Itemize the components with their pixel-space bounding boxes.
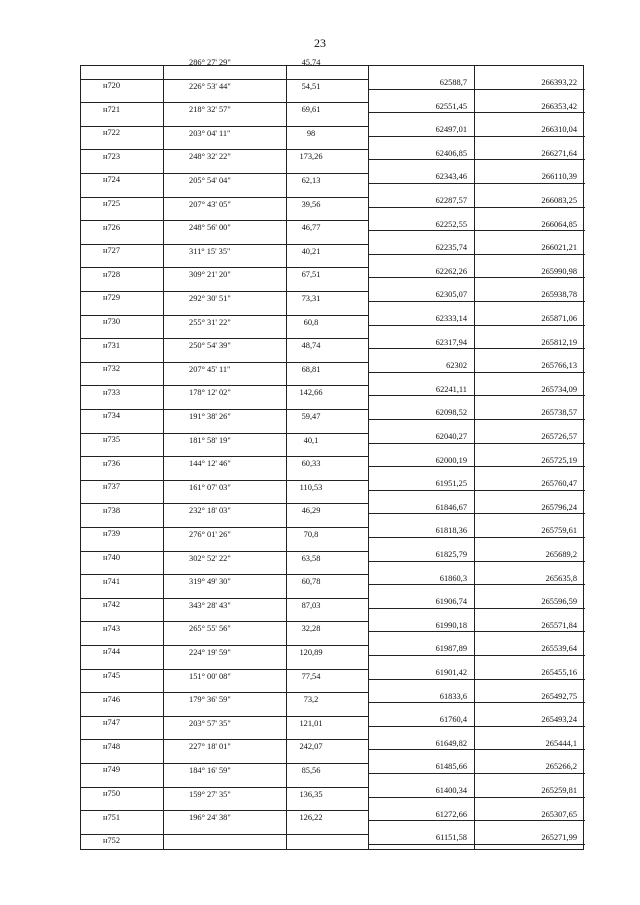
segment-length: 85,56 xyxy=(301,766,321,775)
direction-angle: 218° 32' 57" xyxy=(189,105,231,115)
direction-angle: 226° 53' 44" xyxy=(189,81,231,91)
row-divider xyxy=(81,503,368,504)
coordinate-y: 265271,99 xyxy=(541,833,577,843)
coordinate-y: 265759,61 xyxy=(541,526,577,536)
segment-length: 68,81 xyxy=(301,364,321,374)
coordinate-x: 62287,57 xyxy=(435,196,467,205)
point-name: н735 xyxy=(103,435,121,444)
direction-angle: 286° 27' 29" xyxy=(189,58,231,67)
row-divider xyxy=(81,551,368,552)
row-divider xyxy=(368,254,585,255)
coordinate-x: 61818,36 xyxy=(435,526,467,536)
coordinate-y: 265635,8 xyxy=(545,573,577,583)
coordinate-x: 62302 xyxy=(446,361,467,371)
direction-angle: 181° 58' 19" xyxy=(189,435,231,445)
row-divider xyxy=(81,173,368,174)
segment-length: 77,54 xyxy=(301,671,321,681)
segment-length: 40,21 xyxy=(301,246,321,256)
coordinate-y: 265492,75 xyxy=(541,691,577,701)
direction-angle: 207° 43' 05" xyxy=(189,199,231,209)
direction-angle: 311° 15' 35" xyxy=(189,246,231,256)
coordinate-y: 266353,42 xyxy=(541,101,577,111)
row-divider xyxy=(368,561,585,562)
segment-length: 70,8 xyxy=(303,530,319,539)
row-divider xyxy=(81,433,368,434)
row-divider xyxy=(368,702,585,703)
point-name: н729 xyxy=(103,293,121,303)
coordinate-x: 61990,18 xyxy=(435,620,467,630)
coordinate-y: 266393,22 xyxy=(541,78,577,87)
direction-angle: 178° 12' 02" xyxy=(189,388,231,398)
point-name: н751 xyxy=(103,812,121,822)
point-name: н741 xyxy=(103,576,121,586)
coordinate-y: 265455,16 xyxy=(541,668,577,677)
row-divider xyxy=(81,810,368,811)
row-divider xyxy=(368,679,585,680)
row-divider xyxy=(368,372,585,373)
coordinate-y: 265812,19 xyxy=(541,337,577,347)
direction-angle: 227° 18' 01" xyxy=(189,742,231,752)
row-divider xyxy=(368,230,585,231)
coordinate-y: 266271,64 xyxy=(541,148,577,158)
coordinate-y: 265539,64 xyxy=(541,644,577,654)
coordinate-x: 62098,52 xyxy=(435,408,467,418)
row-divider xyxy=(81,739,368,740)
row-divider xyxy=(368,89,585,90)
coordinate-y: 265726,57 xyxy=(541,432,577,441)
coordinate-x: 62497,01 xyxy=(435,125,467,135)
row-divider xyxy=(368,443,585,444)
coordinate-y: 265734,09 xyxy=(541,384,577,394)
coordinate-x: 61649,82 xyxy=(435,738,467,748)
coordinate-x: 62040,27 xyxy=(435,432,467,441)
point-name: н740 xyxy=(103,553,121,562)
point-name: н732 xyxy=(103,364,121,374)
row-divider xyxy=(81,598,368,599)
row-divider xyxy=(368,490,585,491)
row-divider xyxy=(368,277,585,278)
direction-angle: 343° 28' 43" xyxy=(189,600,231,610)
coordinate-x: 62000,19 xyxy=(435,455,467,465)
coordinate-y: 266064,85 xyxy=(541,219,577,229)
coordinate-y: 265689,2 xyxy=(545,550,577,559)
direction-angle: 179° 36' 59" xyxy=(189,695,231,705)
row-divider xyxy=(81,621,368,622)
row-divider xyxy=(368,513,585,514)
segment-length: 110,53 xyxy=(299,482,323,492)
segment-length: 242,07 xyxy=(299,742,323,752)
point-name: н722 xyxy=(103,128,121,138)
row-divider xyxy=(81,385,368,386)
row-divider xyxy=(368,631,585,632)
row-divider xyxy=(81,574,368,575)
row-divider xyxy=(81,79,368,80)
point-name: н728 xyxy=(103,269,121,279)
direction-angle: 302° 52' 22" xyxy=(189,553,231,563)
coordinate-x: 61272,66 xyxy=(435,809,467,819)
row-divider xyxy=(368,466,585,467)
row-divider xyxy=(368,348,585,349)
segment-length: 60,8 xyxy=(303,317,319,327)
point-name: н745 xyxy=(103,671,121,680)
row-divider xyxy=(368,726,585,727)
segment-length: 60,78 xyxy=(301,577,321,587)
row-divider xyxy=(81,102,368,103)
point-name: н726 xyxy=(103,222,121,232)
point-name: н747 xyxy=(103,718,121,728)
coordinate-x: 62317,94 xyxy=(435,337,467,347)
coordinate-y: 265493,24 xyxy=(541,715,577,725)
row-divider xyxy=(81,197,368,198)
coordinate-y: 265796,24 xyxy=(541,502,577,512)
coordinate-y: 265307,65 xyxy=(541,809,577,819)
point-name: н736 xyxy=(103,458,121,468)
coordinate-y: 265766,13 xyxy=(541,361,577,371)
point-name: н725 xyxy=(103,199,121,208)
page-number: 23 xyxy=(314,36,326,50)
point-name: н749 xyxy=(103,765,121,775)
coordinate-y: 266310,04 xyxy=(541,125,577,135)
segment-length: 54,51 xyxy=(301,81,321,91)
direction-angle: 309° 21' 20" xyxy=(189,270,231,280)
coordinate-x: 61901,42 xyxy=(435,668,467,677)
coordinate-x: 61951,25 xyxy=(435,479,467,489)
segment-length: 63,58 xyxy=(301,553,321,563)
direction-angle: 207° 45' 11" xyxy=(189,364,231,374)
coordinate-y: 265990,98 xyxy=(541,266,577,276)
coordinate-x: 62406,85 xyxy=(435,148,467,158)
segment-length: 45,74 xyxy=(301,58,321,67)
coordinate-x: 61833,6 xyxy=(439,691,467,701)
coordinate-x: 62588,7 xyxy=(439,78,467,87)
point-name: н734 xyxy=(103,411,121,421)
point-name: н724 xyxy=(103,175,121,185)
point-name: н744 xyxy=(103,647,121,657)
row-divider xyxy=(81,692,368,693)
segment-length: 62,13 xyxy=(301,176,321,185)
row-divider xyxy=(368,159,585,160)
point-name: н721 xyxy=(103,104,121,114)
direction-angle: 255° 31' 22" xyxy=(189,317,231,327)
row-divider xyxy=(81,149,368,150)
row-divider xyxy=(81,834,368,835)
row-divider xyxy=(368,844,585,845)
coordinate-y: 265871,06 xyxy=(541,314,577,323)
coordinate-x: 62241,11 xyxy=(435,384,467,394)
segment-length: 40,1 xyxy=(303,435,319,445)
row-divider xyxy=(81,267,368,268)
point-name: н752 xyxy=(103,836,121,846)
segment-length: 136,35 xyxy=(299,789,323,799)
row-divider xyxy=(81,480,368,481)
coordinate-x: 61906,74 xyxy=(435,597,467,607)
coordinate-y: 265938,78 xyxy=(541,290,577,300)
direction-angle: 196° 24' 38" xyxy=(189,813,231,823)
coordinate-x: 62235,74 xyxy=(435,243,467,253)
coordinate-x: 62252,55 xyxy=(435,219,467,229)
direction-angle: 224° 19' 59" xyxy=(189,648,231,657)
coordinate-x: 61760,4 xyxy=(439,715,467,725)
row-divider xyxy=(368,183,585,184)
row-divider xyxy=(368,325,585,326)
segment-length: 46,29 xyxy=(301,506,321,516)
row-divider xyxy=(81,291,368,292)
segment-length: 60,33 xyxy=(301,459,321,469)
row-divider xyxy=(81,338,368,339)
row-divider xyxy=(81,362,368,363)
segment-length: 67,51 xyxy=(301,270,321,280)
direction-angle: 151° 00' 08" xyxy=(189,671,231,681)
direction-angle: 232° 18' 03" xyxy=(189,506,231,516)
point-name: н739 xyxy=(103,529,121,539)
segment-length: 142,66 xyxy=(299,388,323,398)
segment-length: 69,61 xyxy=(301,105,321,115)
column-divider xyxy=(163,66,164,849)
row-divider xyxy=(81,409,368,410)
point-name: н720 xyxy=(103,81,121,90)
direction-angle: 161° 07' 03" xyxy=(189,482,231,492)
segment-length: 73,31 xyxy=(301,294,321,303)
row-divider xyxy=(81,645,368,646)
segment-length: 73,2 xyxy=(303,695,319,705)
direction-angle: 276° 01' 26" xyxy=(189,530,231,539)
coordinate-x: 62305,07 xyxy=(435,290,467,300)
point-name: н723 xyxy=(103,151,121,161)
direction-angle: 248° 32' 22" xyxy=(189,152,231,162)
direction-angle: 205° 54' 04" xyxy=(189,176,231,185)
direction-angle: 203° 04' 11" xyxy=(189,128,231,138)
row-divider xyxy=(368,655,585,656)
direction-angle: 319° 49' 30" xyxy=(189,577,231,587)
coordinate-y: 266110,39 xyxy=(541,172,577,182)
coordinate-y: 266021,21 xyxy=(541,243,577,253)
coordinate-y: 265259,81 xyxy=(541,786,577,795)
row-divider xyxy=(368,207,585,208)
coordinate-x: 62343,46 xyxy=(435,172,467,182)
direction-angle: 191° 38' 26" xyxy=(189,412,231,421)
row-divider xyxy=(368,608,585,609)
segment-length: 98 xyxy=(306,128,316,138)
row-divider xyxy=(368,301,585,302)
segment-length: 87,03 xyxy=(301,600,321,610)
segment-length: 32,28 xyxy=(301,624,321,634)
coordinate-x: 61825,79 xyxy=(435,550,467,559)
coordinate-y: 265596,59 xyxy=(541,597,577,607)
direction-angle: 250° 54' 39" xyxy=(189,341,231,351)
coordinate-x: 61400,34 xyxy=(435,786,467,795)
row-divider xyxy=(368,797,585,798)
direction-angle: 144° 12' 46" xyxy=(189,459,231,469)
row-divider xyxy=(81,669,368,670)
row-divider xyxy=(81,315,368,316)
row-divider xyxy=(368,136,585,137)
coordinate-y: 265266,2 xyxy=(545,762,577,772)
point-name: н748 xyxy=(103,741,121,751)
row-divider xyxy=(81,716,368,717)
row-divider xyxy=(81,244,368,245)
row-divider xyxy=(81,527,368,528)
coordinate-x: 62333,14 xyxy=(435,314,467,323)
segment-length: 126,22 xyxy=(299,813,323,823)
coordinate-y: 265738,57 xyxy=(541,408,577,418)
row-divider xyxy=(368,773,585,774)
row-divider xyxy=(81,456,368,457)
point-name: н746 xyxy=(103,694,121,704)
coordinate-x: 62551,45 xyxy=(435,101,467,111)
column-divider xyxy=(286,66,287,849)
coordinates-table xyxy=(80,58,584,850)
segment-length: 121,01 xyxy=(299,718,323,728)
segment-length: 59,47 xyxy=(301,412,321,421)
coordinate-x: 61846,67 xyxy=(435,502,467,512)
coordinate-y: 265725,19 xyxy=(541,455,577,465)
coordinate-y: 266083,25 xyxy=(541,196,577,205)
point-name: н742 xyxy=(103,600,121,610)
coordinate-y: 265444,1 xyxy=(545,738,577,748)
segment-length: 120,89 xyxy=(299,648,323,657)
row-divider xyxy=(368,112,585,113)
point-name: н731 xyxy=(103,340,121,350)
direction-angle: 265° 55' 56" xyxy=(189,624,231,634)
coordinate-y: 265571,84 xyxy=(541,620,577,630)
row-divider xyxy=(368,419,585,420)
direction-angle: 292° 30' 51" xyxy=(189,294,231,303)
segment-length: 39,56 xyxy=(301,199,321,209)
coordinate-x: 61987,89 xyxy=(435,644,467,654)
segment-length: 173,26 xyxy=(299,152,323,162)
row-divider xyxy=(368,749,585,750)
point-name: н727 xyxy=(103,246,121,256)
coordinate-x: 61860,3 xyxy=(439,573,467,583)
point-name: н737 xyxy=(103,482,121,492)
row-divider xyxy=(81,220,368,221)
direction-angle: 184° 16' 59" xyxy=(189,766,231,775)
segment-length: 46,77 xyxy=(301,223,321,233)
point-name: н743 xyxy=(103,623,121,633)
point-name: н738 xyxy=(103,505,121,515)
row-divider xyxy=(81,763,368,764)
row-divider xyxy=(81,787,368,788)
row-divider xyxy=(368,584,585,585)
direction-angle: 248° 56' 00" xyxy=(189,223,231,233)
row-divider xyxy=(368,537,585,538)
row-divider xyxy=(368,820,585,821)
point-name: н730 xyxy=(103,317,121,326)
coordinate-x: 62262,26 xyxy=(435,266,467,276)
coordinate-x: 61151,58 xyxy=(435,833,467,843)
point-name: н733 xyxy=(103,387,121,397)
direction-angle: 159° 27' 35" xyxy=(189,789,231,799)
direction-angle: 203° 57' 35" xyxy=(189,718,231,728)
row-divider xyxy=(81,126,368,127)
point-name: н750 xyxy=(103,789,121,798)
coordinate-x: 61485,66 xyxy=(435,762,467,772)
row-divider xyxy=(368,395,585,396)
segment-length: 48,74 xyxy=(301,341,321,351)
coordinate-y: 265760,47 xyxy=(541,479,577,489)
